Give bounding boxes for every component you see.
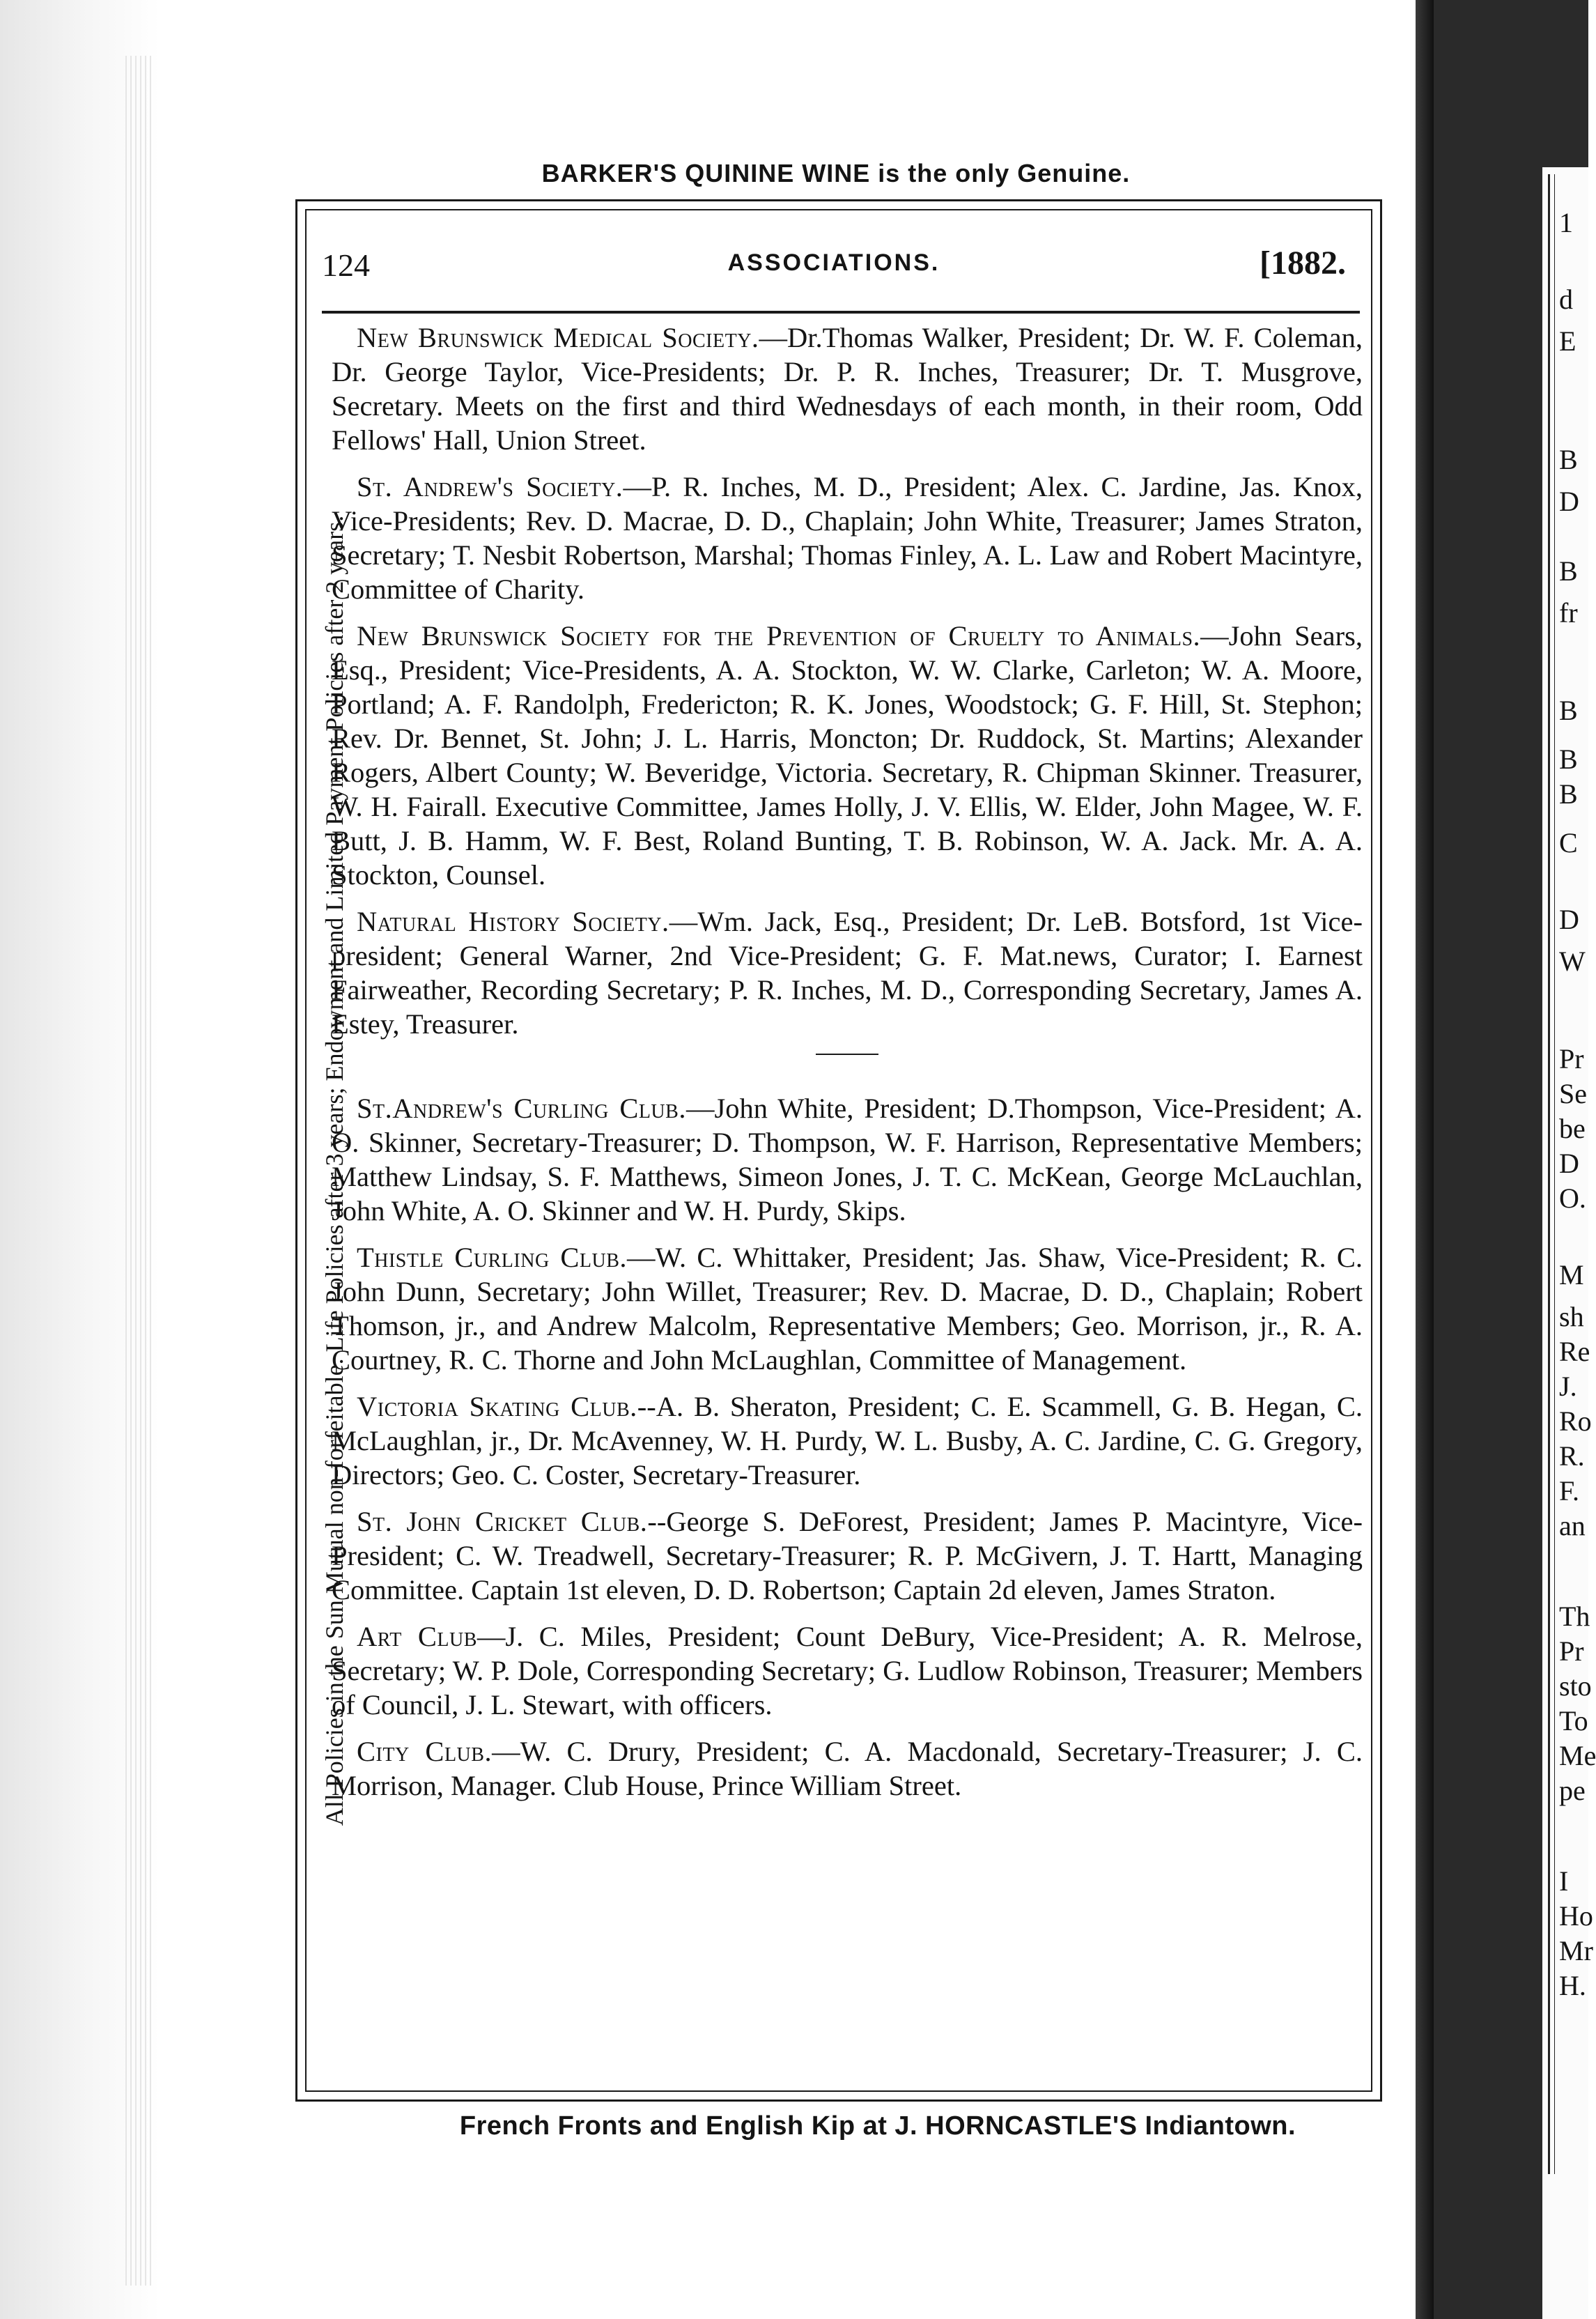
entry-victoria-skating-club [332, 1389, 1363, 1492]
entry-thistle-curling-club [332, 1240, 1363, 1377]
entry-text: —Wm. Jack, Esq., President; Dr. LeB. Botsford, 1st Vice-president; General Warner, 2nd Vice-President; G. F. Mat.news, Curator; I. Earnest Fairweather, Recording Secretary; P. R. Inches, M. D., Corresponding Secretary, James A. Estey, Treasurer. [332, 906, 1363, 1040]
next-page-fragment: Me [1559, 1740, 1596, 1771]
entry-name: Art Club [357, 1621, 477, 1652]
entry-name: Victoria Skating Club. [357, 1391, 637, 1422]
next-page-fragment: d [1559, 284, 1573, 315]
next-page-fragment: B [1559, 695, 1578, 726]
entry-nb-spca [332, 619, 1363, 892]
side-advertisement: All Policies in the Sun Mutual non-forfeitable. Life Policies after 3 years; Endowment and Limited Payment Policies after 2 years. [320, 515, 348, 1826]
next-page-fragment: J. [1559, 1371, 1577, 1402]
entry-st-andrews-society [332, 470, 1363, 606]
entry-name: St. Andrew's Society. [357, 471, 623, 502]
page-edge-lines [125, 56, 153, 2286]
next-page-fragment: M [1559, 1259, 1584, 1291]
next-page-fragment: be [1559, 1113, 1586, 1144]
entry-name: New Brunswick Medical Society. [357, 322, 759, 353]
entry-name: City Club. [357, 1736, 493, 1767]
next-page-fragment: D [1559, 486, 1579, 517]
next-page-fragment: an [1559, 1510, 1586, 1541]
next-page-fragment: C [1559, 827, 1578, 858]
entry-text: —J. C. Miles, President; Count DeBury, Vice-President; A. R. Melrose, Secretary; W. P. Dole, Corresponding Secretary; G. Ludlow Robinson, Treasurer; Members of Council, J. L. Stewart, with officers. [332, 1621, 1363, 1720]
next-page-fragment: 1 [1559, 207, 1573, 238]
section-divider [816, 1054, 878, 1055]
footer-advertisement: French Fronts and English Kip at J. HORNCASTLE'S Indiantown. [459, 2111, 1296, 2141]
next-page-fragment: Th [1559, 1601, 1590, 1632]
next-page-fragment: H. [1559, 1970, 1586, 2001]
associations-list [332, 321, 1363, 1815]
entry-nb-medical-society [332, 321, 1363, 457]
next-page-fragment: E [1559, 325, 1576, 357]
next-page-fragment: fr [1559, 597, 1578, 629]
next-page-fragment: F. [1559, 1475, 1580, 1507]
next-page-fragment: pe [1559, 1775, 1586, 1806]
entry-st-john-cricket-club [332, 1504, 1363, 1607]
entry-text: --George S. DeForest, President; James P. Macintyre, Vice-President; C. W. Treadwell, Secretary-Treasurer; R. P. McGivern, J. T. Hartt, Managing Committee. Captain 1st eleven, D. D. Robertson; Captain 2d eleven, James Straton. [332, 1506, 1363, 1605]
running-head-advertisement: BARKER'S QUININE WINE is the only Genuine. [541, 159, 1131, 187]
entry-text: —John White, President; D.Thompson, Vice-President; A. O. Skinner, Secretary-Treasurer; D. Thompson, W. F. Harrison, Representative Members; Matthew Lindsay, S. F. Matthews, Simeon Jones, J. T. C. McKean, George McLauchlan, John White, A. O. Skinner and W. H. Purdy, Skips. [332, 1093, 1363, 1226]
next-page-fragment: I [1559, 1865, 1569, 1897]
entry-art-club [332, 1619, 1363, 1722]
next-page-fragment: Pr [1559, 1635, 1584, 1667]
next-page-fragment: O. [1559, 1182, 1586, 1214]
page-title: ASSOCIATIONS. [727, 249, 940, 276]
entry-text: --A. B. Sheraton, President; C. E. Scammell, G. B. Hegan, C. McLaughlan, jr., Dr. McAvenney, W. H. Purdy, W. L. Busby, A. C. Jardine, C. G. Gregory, Directors; Geo. C. Coster, Secretary-Treasurer. [332, 1391, 1363, 1490]
entry-name: New Brunswick Society for the Prevention of Cruelty to Animals. [357, 620, 1201, 652]
next-page-fragment: Ho [1559, 1900, 1593, 1932]
entry-st-andrews-curling-club [332, 1091, 1363, 1228]
next-page-fragment: D [1559, 1148, 1579, 1179]
next-page-fragment: B [1559, 778, 1578, 810]
book-page-edge [0, 0, 160, 2319]
gutter-fold [1416, 0, 1434, 2319]
header-rule [322, 311, 1360, 314]
next-page-frame [1548, 174, 1555, 2174]
next-page-fragment: R. [1559, 1440, 1585, 1472]
entry-name: St. John Cricket Club. [357, 1506, 648, 1537]
next-page-edge [1542, 167, 1596, 2319]
entry-name: St.Andrew's Curling Club. [357, 1093, 686, 1124]
page-year: [1882. [1260, 245, 1346, 282]
next-page-fragment: sto [1559, 1670, 1592, 1702]
page-number: 124 [322, 247, 370, 283]
next-page-fragment: B [1559, 744, 1578, 775]
next-page-fragment: Pr [1559, 1043, 1584, 1074]
entry-name: Thistle Curling Club. [357, 1242, 628, 1273]
entry-natural-history-society [332, 904, 1363, 1041]
next-page-fragment: Re [1559, 1336, 1590, 1367]
entry-text: —John Sears, Esq., President; Vice-Presidents, A. A. Stockton, W. W. Clarke, Carleton; W. A. Moore, Portland; A. F. Randolph, Fredericton; R. K. Jones, Woodstock; G. F. Hill, St. Stephon; Rev. Dr. Bennet, St. John; J. L. Harris, Moncton; Dr. Ruddock, St. Martins; Alexander Rogers, Albert County; W. Beveridge, Victoria. Secretary, R. Chipman Skinner. Treasurer, W. H. Fairall. Executive Committee, James Holly, J. V. Ellis, W. Elder, John Magee, W. F. Butt, J. B. Hamm, W. F. Best, Roland Bunting, T. B. Robinson, W. A. Jack. Mr. A. A. Stockton, Counsel. [332, 620, 1363, 891]
entry-city-club [332, 1734, 1363, 1803]
next-page-fragment: To [1559, 1705, 1588, 1736]
next-page-fragment: Se [1559, 1078, 1587, 1109]
entry-text: —W. C. Drury, President; C. A. Macdonald, Secretary-Treasurer; J. C. Morrison, Manager. Club House, Prince William Street. [332, 1736, 1363, 1801]
next-page-fragment: B [1559, 444, 1578, 475]
entry-text: —P. R. Inches, M. D., President; Alex. C. Jardine, Jas. Knox, Vice-Presidents; Rev. D. Macrae, D. D., Chaplain; John White, Treasurer; James Straton, Secretary; T. Nesbit Robertson, Marshal; Thomas Finley, A. L. Law and Robert Macintyre, Committee of Charity. [332, 471, 1363, 605]
next-page-fragment: B [1559, 555, 1578, 587]
next-page-fragment: Mr [1559, 1935, 1593, 1966]
next-page-fragment: D [1559, 904, 1579, 935]
entry-text: —Dr.Thomas Walker, President; Dr. W. F. Coleman, Dr. George Taylor, Vice-Presidents; Dr. P. R. Inches, Treasurer; Dr. T. Musgrove, Secretary. Meets on the first and third Wednesdays of each month, in their room, Odd Fellows' Hall, Union Street. [332, 322, 1363, 456]
next-page-fragment: Ro [1559, 1405, 1592, 1437]
entry-name: Natural History Society. [357, 906, 669, 937]
entry-text: —W. C. Whittaker, President; Jas. Shaw, Vice-President; R. C. John Dunn, Secretary; John Willet, Treasurer; Rev. D. Macrae, D. D., Chaplain; Robert Thomson, jr., and Andrew Malcolm, Representative Members; Geo. Morrison, jr., R. A. Courtney, R. C. Thorne and John McLaughlan, Committee of Management. [332, 1242, 1363, 1376]
page-header [322, 244, 1346, 286]
next-page-fragment: sh [1559, 1301, 1584, 1332]
next-page-fragment: W [1559, 946, 1586, 977]
